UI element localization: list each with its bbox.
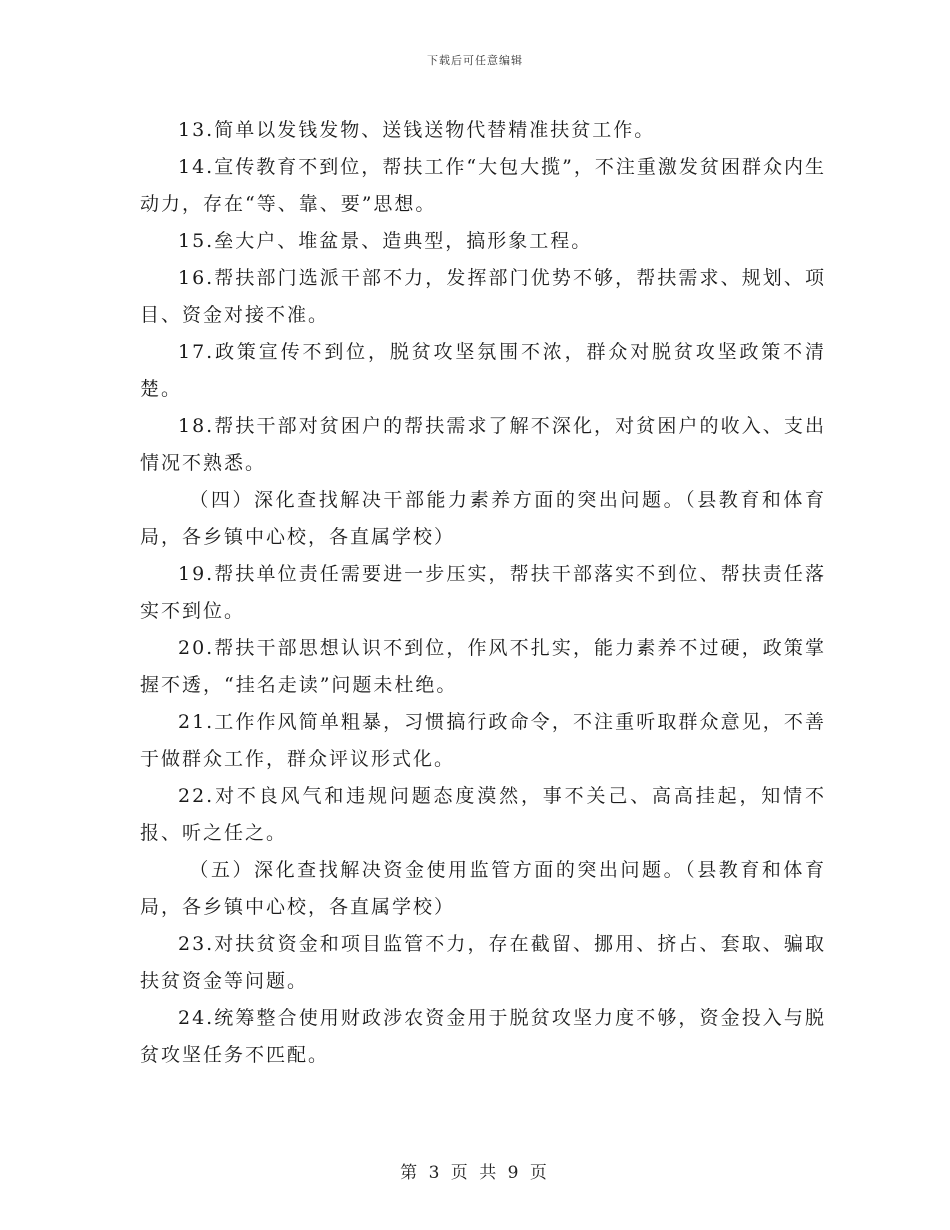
list-item-21: 21.工作作风简单粗暴，习惯搞行政命令，不注重听取群众意见，不善于做群众工作，群众评议形式化。	[140, 711, 826, 770]
page-number-footer: 第 3 页 共 9 页	[400, 1163, 550, 1183]
list-item-22: 22.对不良风气和违规问题态度漠然，事不关己、高高挂起，知情不报、听之任之。	[140, 785, 826, 844]
list-item-16: 16.帮扶部门选派干部不力，发挥部门优势不够，帮扶需求、规划、项目、资金对接不准。	[140, 267, 826, 326]
section-heading-5: （五）深化查找解决资金使用监管方面的突出问题。（县教育和体育局，各乡镇中心校，各直属学校）	[140, 859, 826, 918]
list-item-23: 23.对扶贫资金和项目监管不力，存在截留、挪用、挤占、套取、骗取扶贫资金等问题。	[140, 933, 826, 992]
list-item-17: 17.政策宣传不到位，脱贫攻坚氛围不浓，群众对脱贫攻坚政策不清楚。	[140, 341, 826, 400]
section-heading-4: （四）深化查找解决干部能力素养方面的突出问题。（县教育和体育局，各乡镇中心校，各直属学校）	[140, 489, 826, 548]
page-header: 下载后可任意编辑	[427, 54, 523, 67]
list-item-24: 24.统筹整合使用财政涉农资金用于脱贫攻坚力度不够，资金投入与脱贫攻坚任务不匹配。	[140, 1007, 826, 1066]
document-body	[140, 112, 826, 1074]
list-item-20: 20.帮扶干部思想认识不到位，作风不扎实，能力素养不过硬，政策掌握不透，“挂名走读”问题未杜绝。	[140, 637, 826, 696]
list-item-18: 18.帮扶干部对贫困户的帮扶需求了解不深化，对贫困户的收入、支出情况不熟悉。	[140, 415, 826, 474]
list-item-19: 19.帮扶单位责任需要进一步压实，帮扶干部落实不到位、帮扶责任落实不到位。	[140, 563, 826, 622]
list-item-13: 13.简单以发钱发物、送钱送物代替精准扶贫工作。	[178, 119, 656, 141]
list-item-15: 15.垒大户、堆盆景、造典型，搞形象工程。	[178, 230, 593, 252]
list-item-14: 14.宣传教育不到位，帮扶工作“大包大揽”，不注重激发贫困群众内生动力，存在“等、靠、要”思想。	[140, 156, 826, 215]
